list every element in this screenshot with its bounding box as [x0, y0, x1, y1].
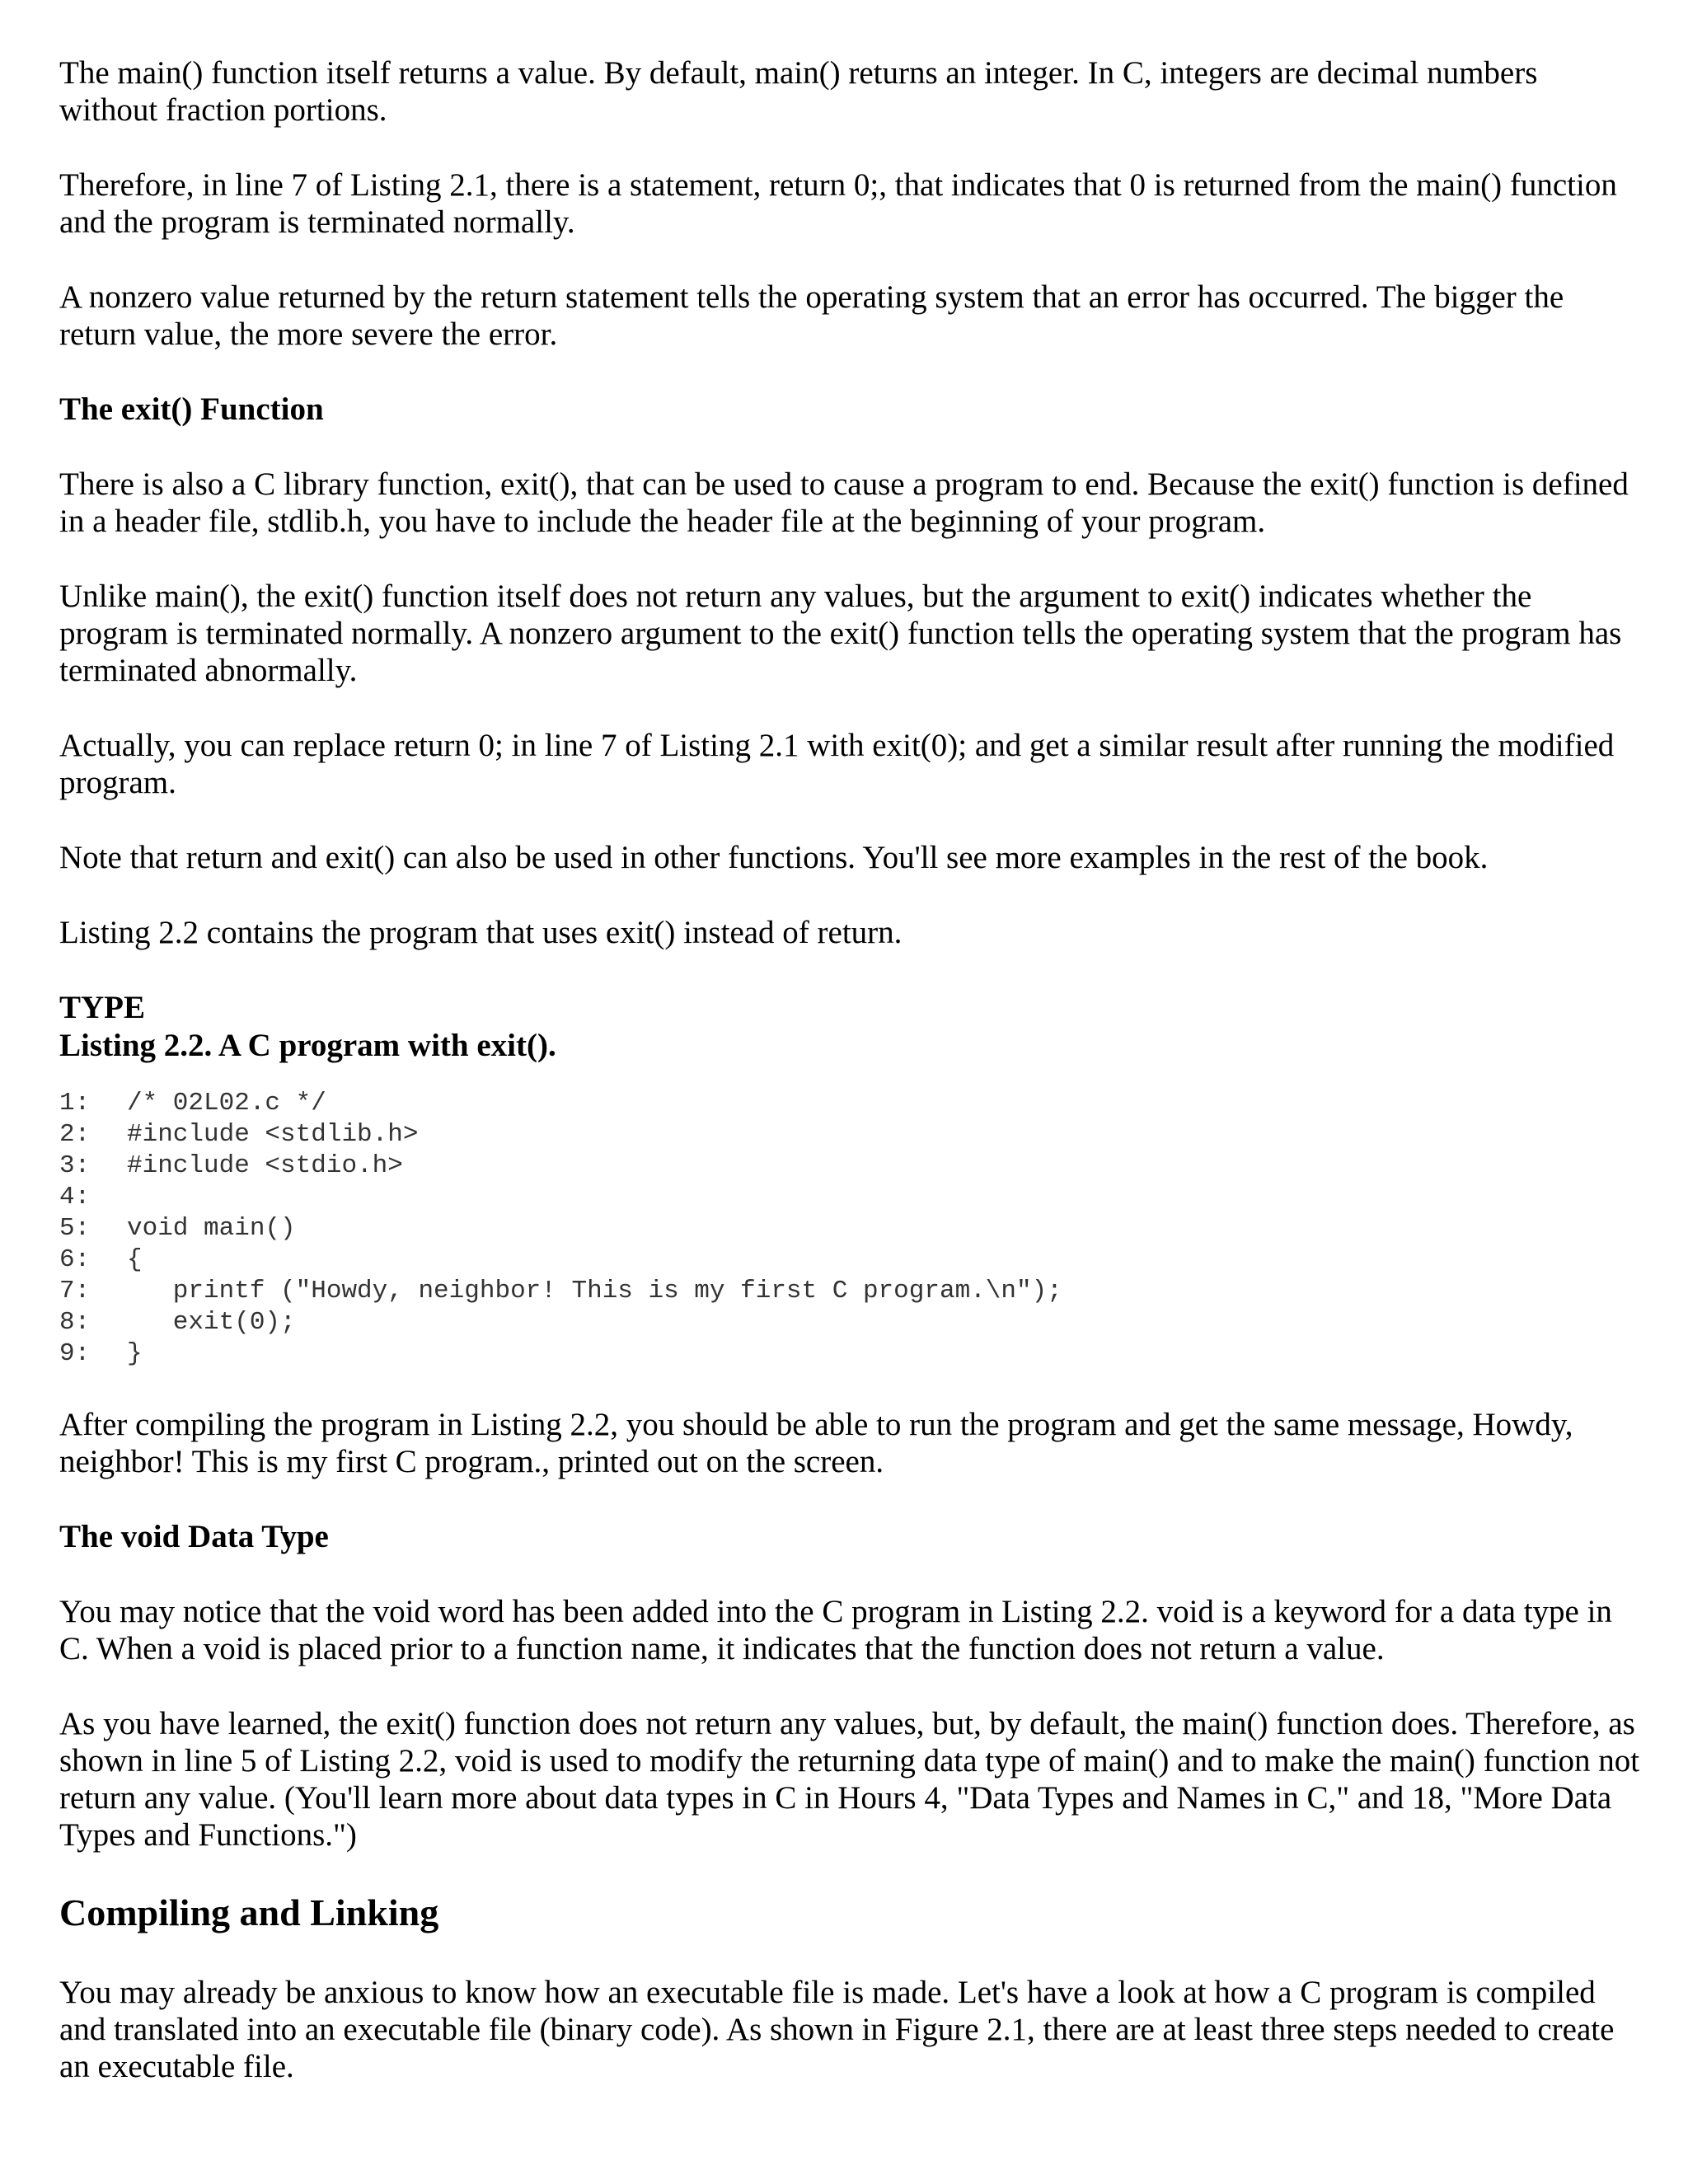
code-line-text: #include <stdio.h>: [127, 1151, 403, 1180]
code-line: [59, 1307, 1642, 1338]
paragraph-void-main: As you have learned, the exit() function does not return any values, but, by default, the main() function does. Therefore, as shown in line 5 of Listing 2.2, void is used to modify the returning data type of main() and to make the main() function not return any value. (You'll learn more about data types in C in Hours 4, "Data Types and Names in C," and 18, "More Data Types and Functions."): [59, 1706, 1640, 1853]
paragraph-nonzero-value: A nonzero value returned by the return statement tells the operating system that an error has occurred. The bigger the return value, the more severe the error.: [59, 279, 1564, 352]
paragraph-unlike-main: Unlike main(), the exit() function itself does not return any values, but the argument to exit() indicates whether the program is terminated normally. A nonzero argument to the exit() function tells the operating system that the program has terminated abnormally.: [59, 579, 1622, 688]
listing-caption-block: [59, 989, 1642, 1065]
paragraph-main-returns: The main() function itself returns a value. By default, main() returns an integer. In C, integers are decimal numbers without fraction portions.: [59, 55, 1538, 128]
heading-exit-function: The exit() Function: [59, 391, 324, 427]
paragraph-replace-return: Actually, you can replace return 0; in line 7 of Listing 2.1 with exit(0); and get a similar result after running the modified program.: [59, 728, 1615, 800]
code-line: [59, 1119, 1642, 1151]
code-line-number: 8:: [59, 1308, 91, 1337]
code-line: [59, 1182, 1642, 1213]
code-line-text: void main(): [127, 1214, 296, 1243]
code-line-number: 1:: [59, 1089, 91, 1118]
paragraph-void-keyword: You may notice that the void word has been added into the C program in Listing 2.2. void is a keyword for a data type in C. When a void is placed prior to a function name, it indicates that the function does not return a value.: [59, 1594, 1612, 1666]
code-line: [59, 1213, 1642, 1244]
listing-caption: Listing 2.2. A C program with exit().: [59, 1028, 556, 1063]
code-line: [59, 1151, 1642, 1182]
paragraph-exit-library: There is also a C library function, exit(), that can be used to cause a program to end. Because the exit() function is defined in a header file, stdlib.h, you have to include the header file at the beginning of your program.: [59, 466, 1629, 539]
paragraph-note-return-exit: Note that return and exit() can also be used in other functions. You'll see more examples in the rest of the book.: [59, 840, 1489, 875]
code-line: [59, 1244, 1642, 1276]
code-line-text: /* 02L02.c */: [127, 1089, 326, 1118]
paragraph-listing-intro: Listing 2.2 contains the program that uses exit() instead of return.: [59, 915, 903, 950]
code-line-number: 9:: [59, 1339, 91, 1368]
code-line-text: printf ("Howdy, neighbor! This is my first C program.\n");: [127, 1277, 1062, 1305]
code-line: [59, 1338, 1642, 1370]
paragraph-compiling-intro: You may already be anxious to know how an executable file is made. Let's have a look at how a C program is compiled and translated into an executable file (binary code). As shown in Figure 2.1, there are at least three steps needed to create an executable file.: [59, 1975, 1615, 2084]
code-line-text: }: [127, 1339, 143, 1368]
code-line-text: exit(0);: [127, 1308, 296, 1337]
code-line-number: 7:: [59, 1277, 91, 1305]
code-line-number: 5:: [59, 1214, 91, 1243]
paragraph-return-zero: Therefore, in line 7 of Listing 2.1, there is a statement, return 0;, that indicates that 0 is returned from the main() function and the program is terminated normally.: [59, 167, 1617, 240]
paragraph-after-listing: After compiling the program in Listing 2.2, you should be able to run the program and get the same message, Howdy, neighbor! This is my first C program., printed out on the screen.: [59, 1407, 1573, 1479]
code-line-number: 3:: [59, 1151, 91, 1180]
code-line-number: 4:: [59, 1183, 91, 1212]
listing-type-label: TYPE: [59, 990, 146, 1025]
code-line-number: 6:: [59, 1245, 91, 1274]
code-line-text: #include <stdlib.h>: [127, 1120, 419, 1149]
code-line-number: 2:: [59, 1120, 91, 1149]
code-line: [59, 1088, 1642, 1119]
heading-void-data-type: The void Data Type: [59, 1519, 329, 1554]
document-page: [59, 54, 1642, 2123]
heading-compiling-linking: Compiling and Linking: [59, 1891, 439, 1933]
code-line: [59, 1276, 1642, 1307]
code-listing: [59, 1088, 1642, 1370]
code-line-text: {: [127, 1245, 143, 1274]
